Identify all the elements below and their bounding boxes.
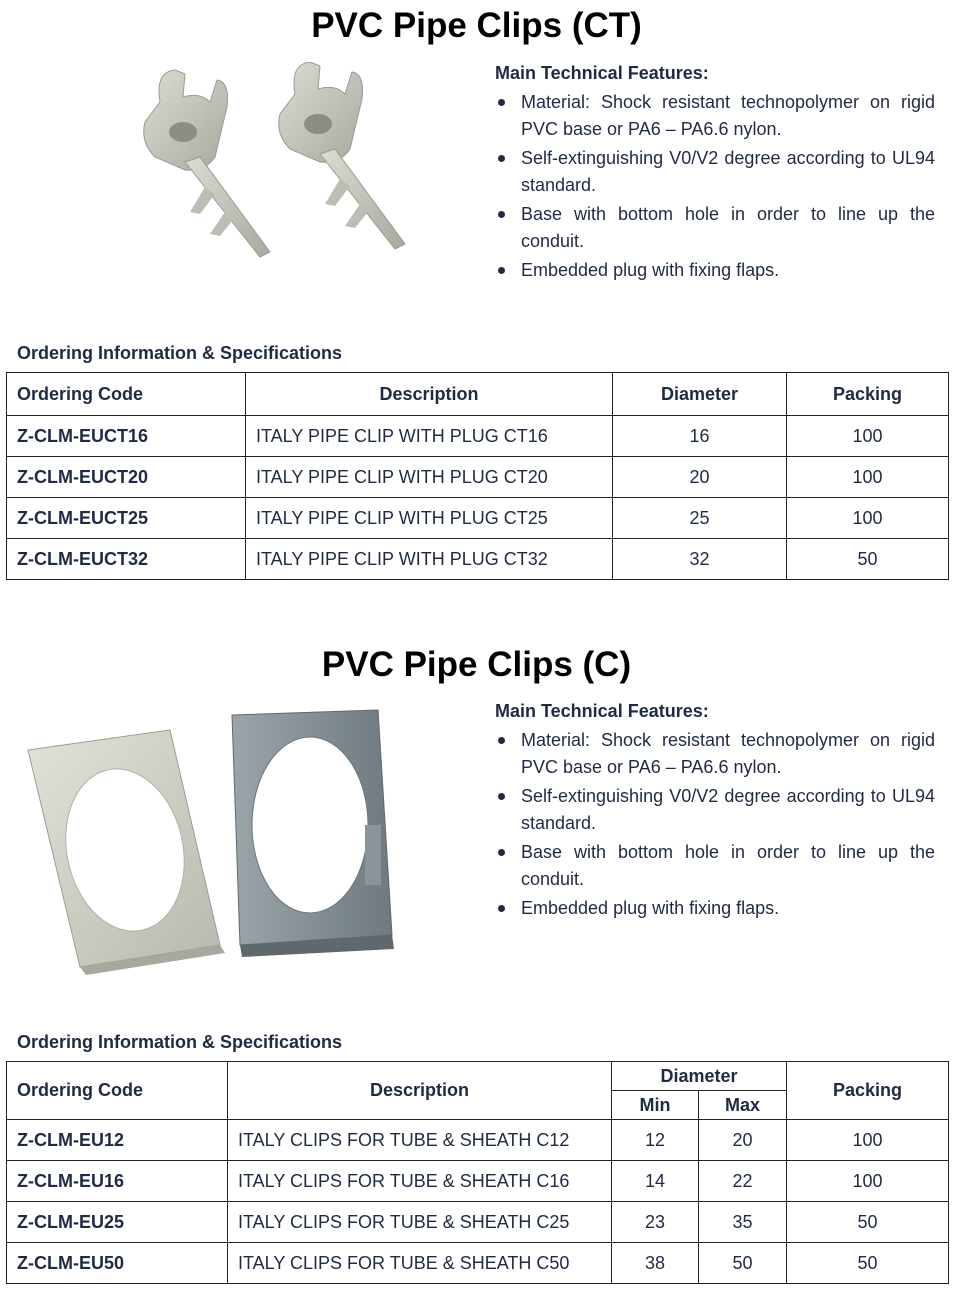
cell-packing: 50 bbox=[787, 1243, 949, 1284]
table-row bbox=[7, 539, 949, 580]
ct-clip-left bbox=[144, 70, 270, 257]
col-header-diameter: Diameter bbox=[612, 1062, 787, 1091]
cell-min: 38 bbox=[612, 1243, 699, 1284]
c-feature-item: Self-extinguishing V0/V2 degree according to UL94 standard. bbox=[495, 783, 935, 837]
col-header-ordering-code: Ordering Code bbox=[7, 1062, 228, 1120]
cell-description: ITALY CLIPS FOR TUBE & SHEATH C12 bbox=[228, 1120, 612, 1161]
table-row bbox=[7, 1202, 949, 1243]
table-header-row bbox=[7, 373, 949, 416]
col-header-packing: Packing bbox=[787, 373, 949, 416]
table-row bbox=[7, 1120, 949, 1161]
table-row bbox=[7, 1161, 949, 1202]
cell-ordering-code: Z-CLM-EU16 bbox=[7, 1161, 228, 1202]
table-header-row bbox=[7, 1062, 949, 1091]
col-header-max: Max bbox=[699, 1091, 787, 1120]
cell-min: 12 bbox=[612, 1120, 699, 1161]
cell-max: 22 bbox=[699, 1161, 787, 1202]
cell-description: ITALY PIPE CLIP WITH PLUG CT32 bbox=[246, 539, 613, 580]
c-table-caption: Ordering Information & Specifications bbox=[17, 1032, 343, 1052]
cell-description: ITALY PIPE CLIP WITH PLUG CT25 bbox=[246, 498, 613, 539]
table-row bbox=[7, 498, 949, 539]
cell-diameter: 32 bbox=[613, 539, 787, 580]
col-header-description: Description bbox=[228, 1062, 612, 1120]
cell-max: 20 bbox=[699, 1120, 787, 1161]
cell-max: 50 bbox=[699, 1243, 787, 1284]
ct-features-list bbox=[495, 89, 935, 284]
c-clip-product-image bbox=[20, 705, 410, 975]
cell-ordering-code: Z-CLM-EUCT20 bbox=[7, 457, 246, 498]
cell-min: 14 bbox=[612, 1161, 699, 1202]
cell-diameter: 20 bbox=[613, 457, 787, 498]
cell-packing: 100 bbox=[787, 1120, 949, 1161]
c-features-list bbox=[495, 727, 935, 922]
ct-feature-item: Self-extinguishing V0/V2 degree according to UL94 standard. bbox=[495, 145, 935, 199]
c-features-heading: Main Technical Features: bbox=[495, 701, 709, 721]
c-clip-light bbox=[28, 730, 225, 975]
cell-ordering-code: Z-CLM-EU12 bbox=[7, 1120, 228, 1161]
cell-packing: 50 bbox=[787, 539, 949, 580]
table-row bbox=[7, 1243, 949, 1284]
cell-ordering-code: Z-CLM-EUCT25 bbox=[7, 498, 246, 539]
col-header-ordering-code: Ordering Code bbox=[7, 373, 246, 416]
cell-packing: 100 bbox=[787, 416, 949, 457]
c-spec-table bbox=[6, 1061, 949, 1284]
c-features bbox=[495, 699, 935, 924]
ct-clip-right bbox=[279, 62, 405, 249]
cell-ordering-code: Z-CLM-EUCT16 bbox=[7, 416, 246, 457]
cell-ordering-code: Z-CLM-EU25 bbox=[7, 1202, 228, 1243]
c-feature-item: Base with bottom hole in order to line up the conduit. bbox=[495, 839, 935, 893]
ct-feature-item: Material: Shock resistant technopolymer on rigid PVC base or PA6 – PA6.6 nylon. bbox=[495, 89, 935, 143]
cell-diameter: 25 bbox=[613, 498, 787, 539]
col-header-diameter: Diameter bbox=[613, 373, 787, 416]
ct-feature-item: Base with bottom hole in order to line up the conduit. bbox=[495, 201, 935, 255]
table-row bbox=[7, 457, 949, 498]
ct-feature-item: Embedded plug with fixing flaps. bbox=[495, 257, 935, 284]
cell-description: ITALY PIPE CLIP WITH PLUG CT20 bbox=[246, 457, 613, 498]
col-header-description: Description bbox=[246, 373, 613, 416]
col-header-packing: Packing bbox=[787, 1062, 949, 1120]
cell-max: 35 bbox=[699, 1202, 787, 1243]
cell-packing: 100 bbox=[787, 457, 949, 498]
cell-min: 23 bbox=[612, 1202, 699, 1243]
ct-table-caption: Ordering Information & Specifications bbox=[17, 343, 343, 363]
cell-ordering-code: Z-CLM-EU50 bbox=[7, 1243, 228, 1284]
cell-description: ITALY CLIPS FOR TUBE & SHEATH C16 bbox=[228, 1161, 612, 1202]
cell-packing: 100 bbox=[787, 1161, 949, 1202]
c-feature-item: Embedded plug with fixing flaps. bbox=[495, 895, 935, 922]
cell-ordering-code: Z-CLM-EUCT32 bbox=[7, 539, 246, 580]
cell-diameter: 16 bbox=[613, 416, 787, 457]
col-header-min: Min bbox=[612, 1091, 699, 1120]
c-clip-dark bbox=[232, 710, 394, 957]
ct-spec-table bbox=[6, 372, 949, 580]
ct-clip-product-image bbox=[95, 62, 425, 262]
page-title-c: PVC Pipe Clips (C) bbox=[321, 645, 632, 684]
page-title-ct: PVC Pipe Clips (CT) bbox=[311, 6, 642, 45]
cell-description: ITALY CLIPS FOR TUBE & SHEATH C50 bbox=[228, 1243, 612, 1284]
cell-packing: 100 bbox=[787, 498, 949, 539]
c-feature-item: Material: Shock resistant technopolymer on rigid PVC base or PA6 – PA6.6 nylon. bbox=[495, 727, 935, 781]
cell-description: ITALY CLIPS FOR TUBE & SHEATH C25 bbox=[228, 1202, 612, 1243]
cell-description: ITALY PIPE CLIP WITH PLUG CT16 bbox=[246, 416, 613, 457]
ct-features-heading: Main Technical Features: bbox=[495, 63, 709, 83]
table-row bbox=[7, 416, 949, 457]
cell-packing: 50 bbox=[787, 1202, 949, 1243]
ct-features bbox=[495, 61, 935, 286]
